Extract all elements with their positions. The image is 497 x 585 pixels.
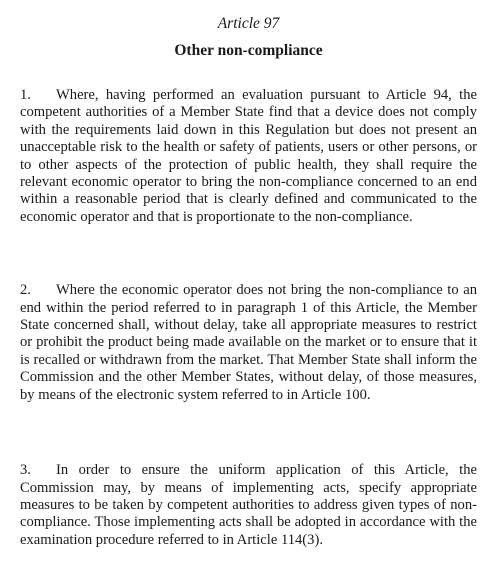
paragraph-1 [20, 87, 477, 226]
paragraph-number: 1. [20, 87, 31, 103]
paragraph-3 [20, 462, 477, 549]
paragraph-text: Where the economic operator does not bring the non-compliance to an end within the period referred to in paragraph 1 of this Article, the Member State concerned shall, without delay, take all appropriate measures to restrict or prohibit the product being made available on the market or to ensure that it is recalled or withdrawn from the market. That Member State shall inform the Commission and the other Member States, without delay, of those measures, by means of the electronic system referred to in Article 100. [20, 282, 477, 403]
article-title: Other non-compliance [174, 42, 323, 59]
paragraph-2 [20, 282, 477, 404]
paragraph-number: 2. [20, 282, 31, 299]
article-number: Article 97 [217, 15, 280, 32]
paragraph-text: Where, having performed an evaluation pursuant to Article 94, the competent authorities of a Member State find that a device does not comply with the requirements laid down in this Regulation but does not present an unacceptable risk to the health or safety of patients, users or other persons, or to other aspects of the protection of public health, they shall require the relevant economic operator to bring the non-compliance concerned to an end within a reasonable period that is clearly defined and communicated to the economic operator and that is proportionate to the non-compliance. [20, 87, 477, 225]
paragraph-text: In order to ensure the uniform application of this Article, the Commission may, by means of implementing acts, specify appropriate measures to be taken by competent authorities to address given types of non-compliance. Those implementing acts shall be adopted in accordance with the examination procedure referred to in Article 114(3). [20, 462, 477, 548]
paragraph-number: 3. [20, 462, 31, 479]
